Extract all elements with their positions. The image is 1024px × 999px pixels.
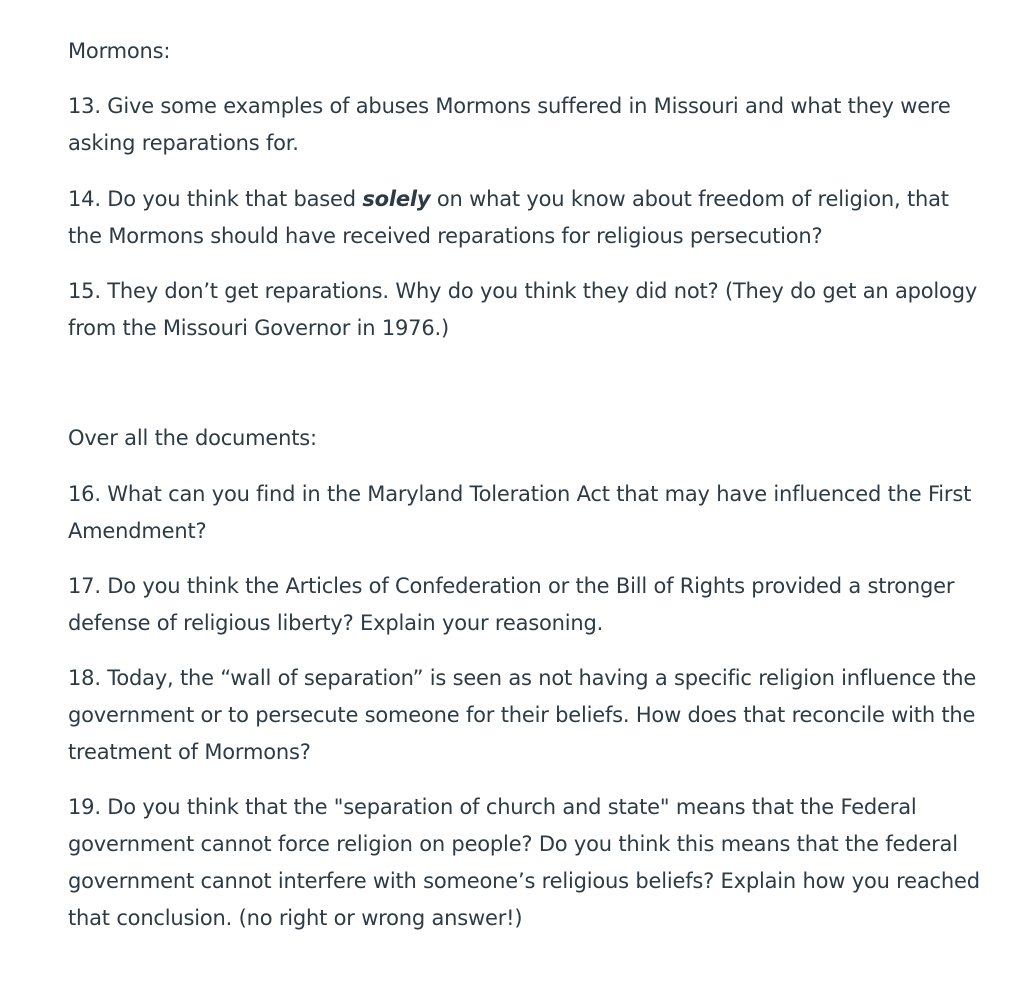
question-16: 16. What can you find in the Maryland Toleration Act that may have influenced the First Amendment?: [68, 482, 972, 543]
question-17: 17. Do you think the Articles of Confederation or the Bill of Rights provided a stronger defense of religious liberty? Explain your reasoning.: [68, 574, 955, 635]
section-heading-mormons: Mormons:: [68, 39, 171, 63]
question-14-emphasis: solely: [362, 187, 431, 211]
question-13: 13. Give some examples of abuses Mormons suffered in Missouri and what they were asking reparations for.: [68, 94, 951, 155]
question-19: 19. Do you think that the "separation of church and state" means that the Federal government cannot force religion on people? Do you think this means that the federal government cannot interfere with someone’s religious beliefs? Explain how you reached that conclusion. (no right or wrong answer!): [68, 795, 980, 930]
question-15: 15. They don’t get reparations. Why do you think they did not? (They do get an apology from the Missouri Governor in 1976.): [68, 279, 978, 340]
question-14-text-start: 14. Do you think that based: [68, 187, 363, 211]
question-14-text-end: on what you know about freedom of religion, that the Mormons should have received reparations for religious persecution?: [68, 187, 949, 248]
question-18: 18. Today, the “wall of separation” is seen as not having a specific religion influence the government or to persecute someone for their beliefs. How does that reconcile with the treatment of Mormons?: [68, 666, 977, 764]
document-content: [68, 33, 988, 937]
question-14: [68, 181, 988, 255]
section-heading-over-all-documents: Over all the documents:: [68, 426, 317, 450]
